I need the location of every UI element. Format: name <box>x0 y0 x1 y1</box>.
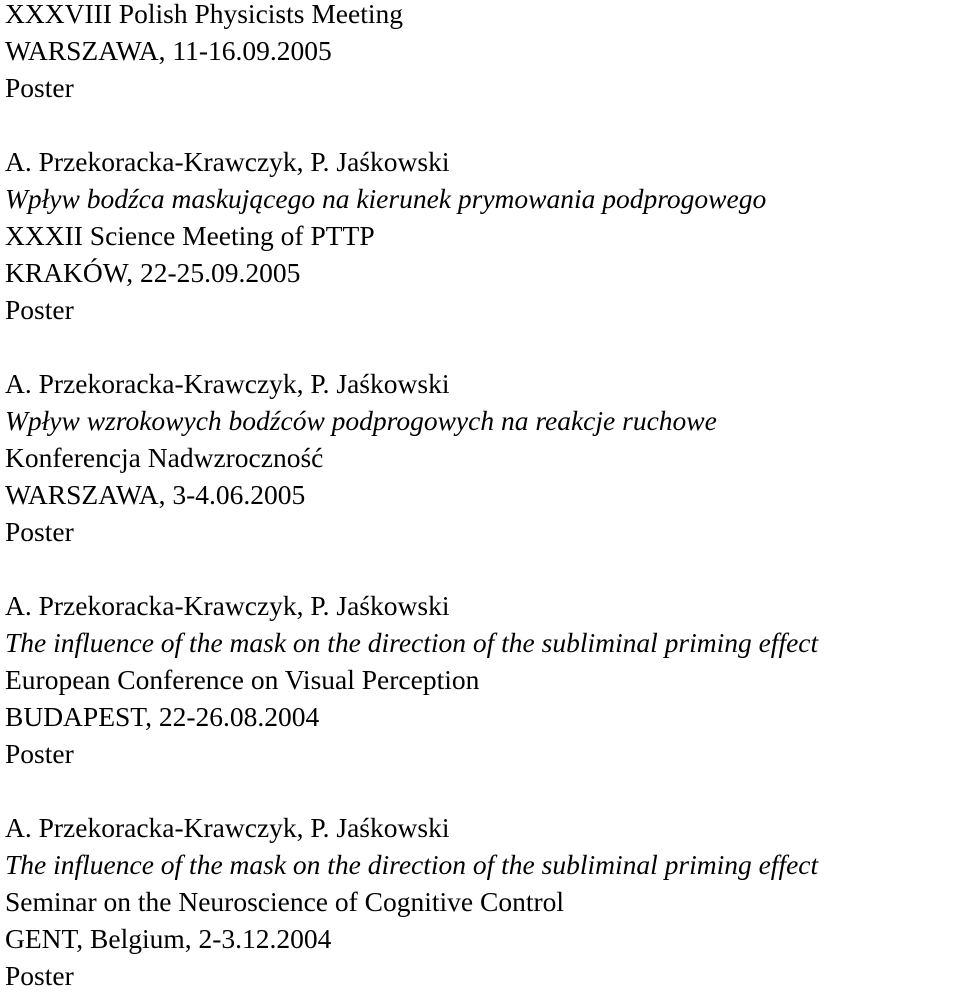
conference-name: XXXVIII Polish Physicists Meeting <box>5 0 403 29</box>
conference-name: Seminar on the Neuroscience of Cognitive Control <box>5 886 565 917</box>
conference-name: XXXII Science Meeting of PTTP <box>5 220 375 251</box>
authors: A. Przekoracka-Krawczyk, P. Jaśkowski <box>5 146 450 177</box>
entry-3 <box>5 587 960 772</box>
presentation-type: Poster <box>5 516 74 547</box>
conference-name: Konferencja Nadwzroczność <box>5 442 324 473</box>
location-date: KRAKÓW, 22-25.09.2005 <box>5 257 301 288</box>
paper-title: The influence of the mask on the direction of the subliminal priming effect <box>5 849 819 880</box>
conference-name: European Conference on Visual Perception <box>5 664 480 695</box>
location-date: BUDAPEST, 22-26.08.2004 <box>5 701 320 732</box>
entry-2 <box>5 365 960 550</box>
location-date: WARSZAWA, 3-4.06.2005 <box>5 479 306 510</box>
entry-separator <box>5 328 960 365</box>
publication-list <box>5 0 960 994</box>
presentation-type: Poster <box>5 72 74 103</box>
paper-title: Wpływ wzrokowych bodźców podprogowych na reakcje ruchowe <box>5 405 717 436</box>
authors: A. Przekoracka-Krawczyk, P. Jaśkowski <box>5 368 450 399</box>
entry-top <box>5 0 960 106</box>
authors: A. Przekoracka-Krawczyk, P. Jaśkowski <box>5 812 450 843</box>
paper-title: Wpływ bodźca maskującego na kierunek prymowania podprogowego <box>5 183 767 214</box>
presentation-type: Poster <box>5 294 74 325</box>
authors: A. Przekoracka-Krawczyk, P. Jaśkowski <box>5 590 450 621</box>
location-date: WARSZAWA, 11-16.09.2005 <box>5 35 332 66</box>
presentation-type: Poster <box>5 960 74 991</box>
entry-4 <box>5 809 960 994</box>
entry-separator <box>5 772 960 809</box>
paper-title: The influence of the mask on the direction of the subliminal priming effect <box>5 627 819 658</box>
presentation-type: Poster <box>5 738 74 769</box>
entry-separator <box>5 550 960 587</box>
entry-1 <box>5 143 960 328</box>
entry-separator <box>5 106 960 143</box>
location-date: GENT, Belgium, 2-3.12.2004 <box>5 923 332 954</box>
